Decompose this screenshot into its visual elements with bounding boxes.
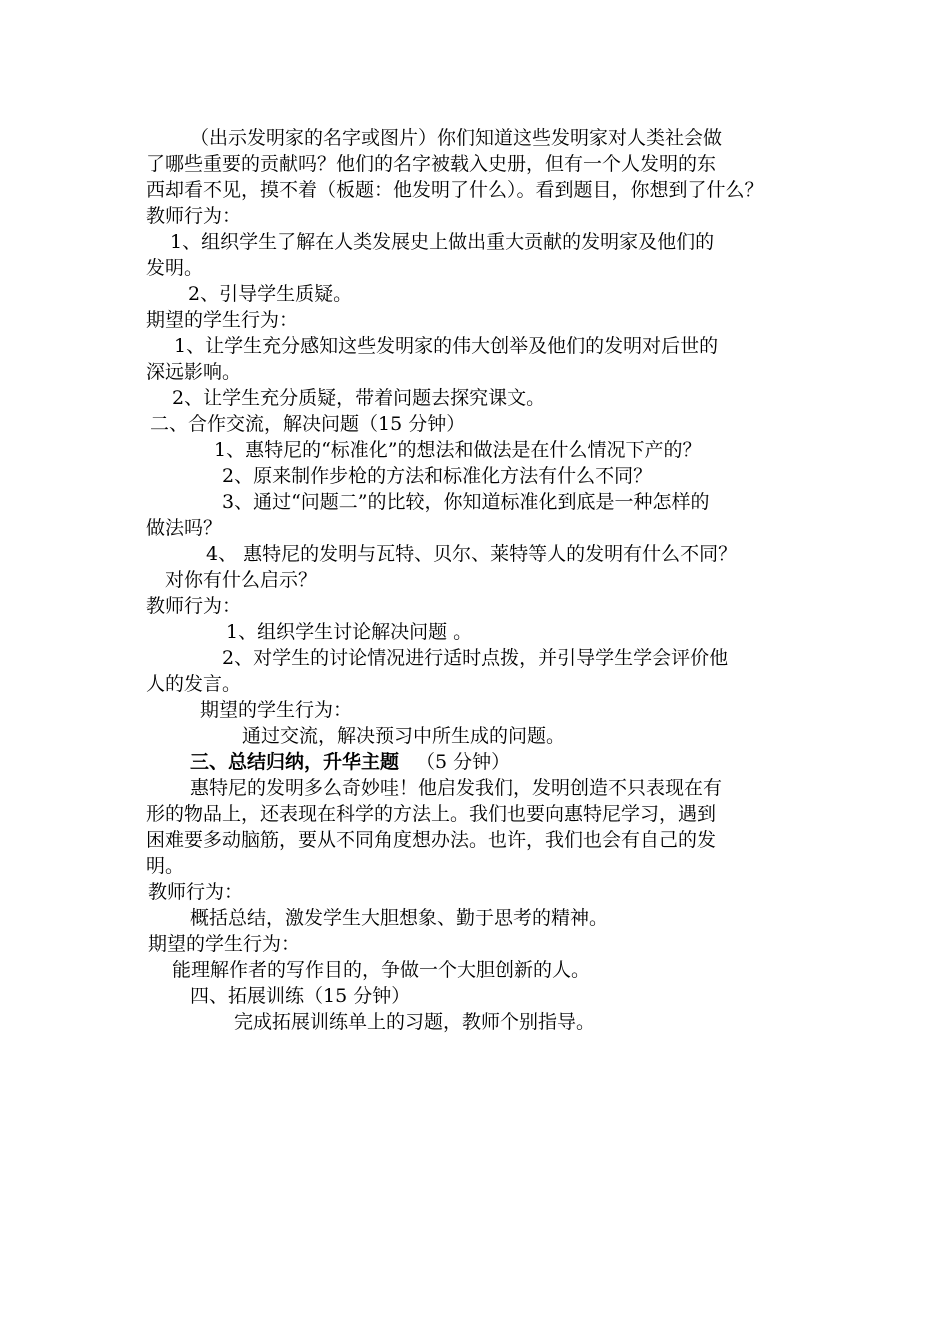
question-2: 2、原来制作步枪的方法和标准化方法有什么不同？ — [222, 465, 653, 487]
student-behavior-heading-2: 期望的学生行为： — [200, 699, 353, 721]
summary-line-3: 困难要多动脑筋，要从不同角度想办法。也许，我们也会有自己的发 — [146, 829, 717, 851]
question-4-line-1: 4、 惠特尼的发明与瓦特、贝尔、莱特等人的发明有什么不同？ — [206, 543, 738, 565]
student-item-4: 能理解作者的写作目的，争做一个大胆创新的人。 — [172, 959, 591, 981]
student-item-1-line-2: 深远影响。 — [146, 361, 242, 383]
question-1: 1、惠特尼的“标准化”的想法和做法是在什么情况下产的？ — [214, 439, 702, 461]
section-4-heading: 四、拓展训练（15 分钟） — [190, 985, 411, 1007]
teacher-item-4-line-2: 人的发言。 — [146, 673, 242, 695]
section-3-duration: （5 分钟） — [416, 751, 511, 773]
section-4-content: 完成拓展训练单上的习题，教师个别指导。 — [234, 1011, 596, 1033]
teacher-behavior-heading-1: 教师行为： — [146, 205, 242, 227]
paragraph-intro-line-1: （出示发明家的名字或图片）你们知道这些发明家对人类社会做 — [190, 127, 723, 149]
student-behavior-heading-1: 期望的学生行为： — [146, 309, 299, 331]
summary-line-2: 形的物品上，还表现在科学的方法上。我们也要向惠特尼学习，遇到 — [146, 803, 717, 825]
student-item-2: 2、让学生充分质疑，带着问题去探究课文。 — [172, 387, 546, 409]
student-item-3: 通过交流，解决预习中所生成的问题。 — [242, 725, 566, 747]
teacher-item-2: 2、引导学生质疑。 — [188, 283, 353, 305]
teacher-item-1-line-1: 1、组织学生了解在人类发展史上做出重大贡献的发明家及他们的 — [170, 231, 715, 253]
teacher-item-5: 概括总结，激发学生大胆想象、勤于思考的精神。 — [190, 907, 609, 929]
question-4-line-2: 对你有什么启示？ — [165, 569, 318, 591]
student-behavior-heading-3: 期望的学生行为： — [148, 933, 301, 955]
paragraph-intro-line-2: 了哪些重要的贡献吗？他们的名字被载入史册，但有一个人发明的东 — [146, 153, 717, 175]
section-2-heading: 二、合作交流，解决问题（15 分钟） — [150, 413, 466, 435]
question-3-line-1: 3、通过“问题二”的比较，你知道标准化到底是一种怎样的 — [222, 491, 710, 513]
teacher-behavior-heading-3: 教师行为： — [148, 881, 244, 903]
question-3-line-2: 做法吗？ — [146, 517, 223, 539]
student-item-1-line-1: 1、让学生充分感知这些发明家的伟大创举及他们的发明对后世的 — [174, 335, 719, 357]
teacher-behavior-heading-2: 教师行为： — [146, 595, 242, 617]
summary-line-4: 明。 — [146, 855, 185, 877]
teacher-item-1-line-2: 发明。 — [146, 257, 204, 279]
summary-line-1: 惠特尼的发明多么奇妙哇！他启发我们，发明创造不只表现在有 — [190, 777, 723, 799]
teacher-item-3: 1、组织学生讨论解决问题 。 — [226, 621, 473, 643]
section-3-heading: 三、总结归纳，升华主题 — [190, 751, 400, 773]
teacher-item-4-line-1: 2、对学生的讨论情况进行适时点拨，并引导学生学会评价他 — [222, 647, 729, 669]
paragraph-intro-line-3: 西却看不见，摸不着（板题：他发明了什么）。看到题目，你想到了什么？ — [146, 179, 764, 201]
